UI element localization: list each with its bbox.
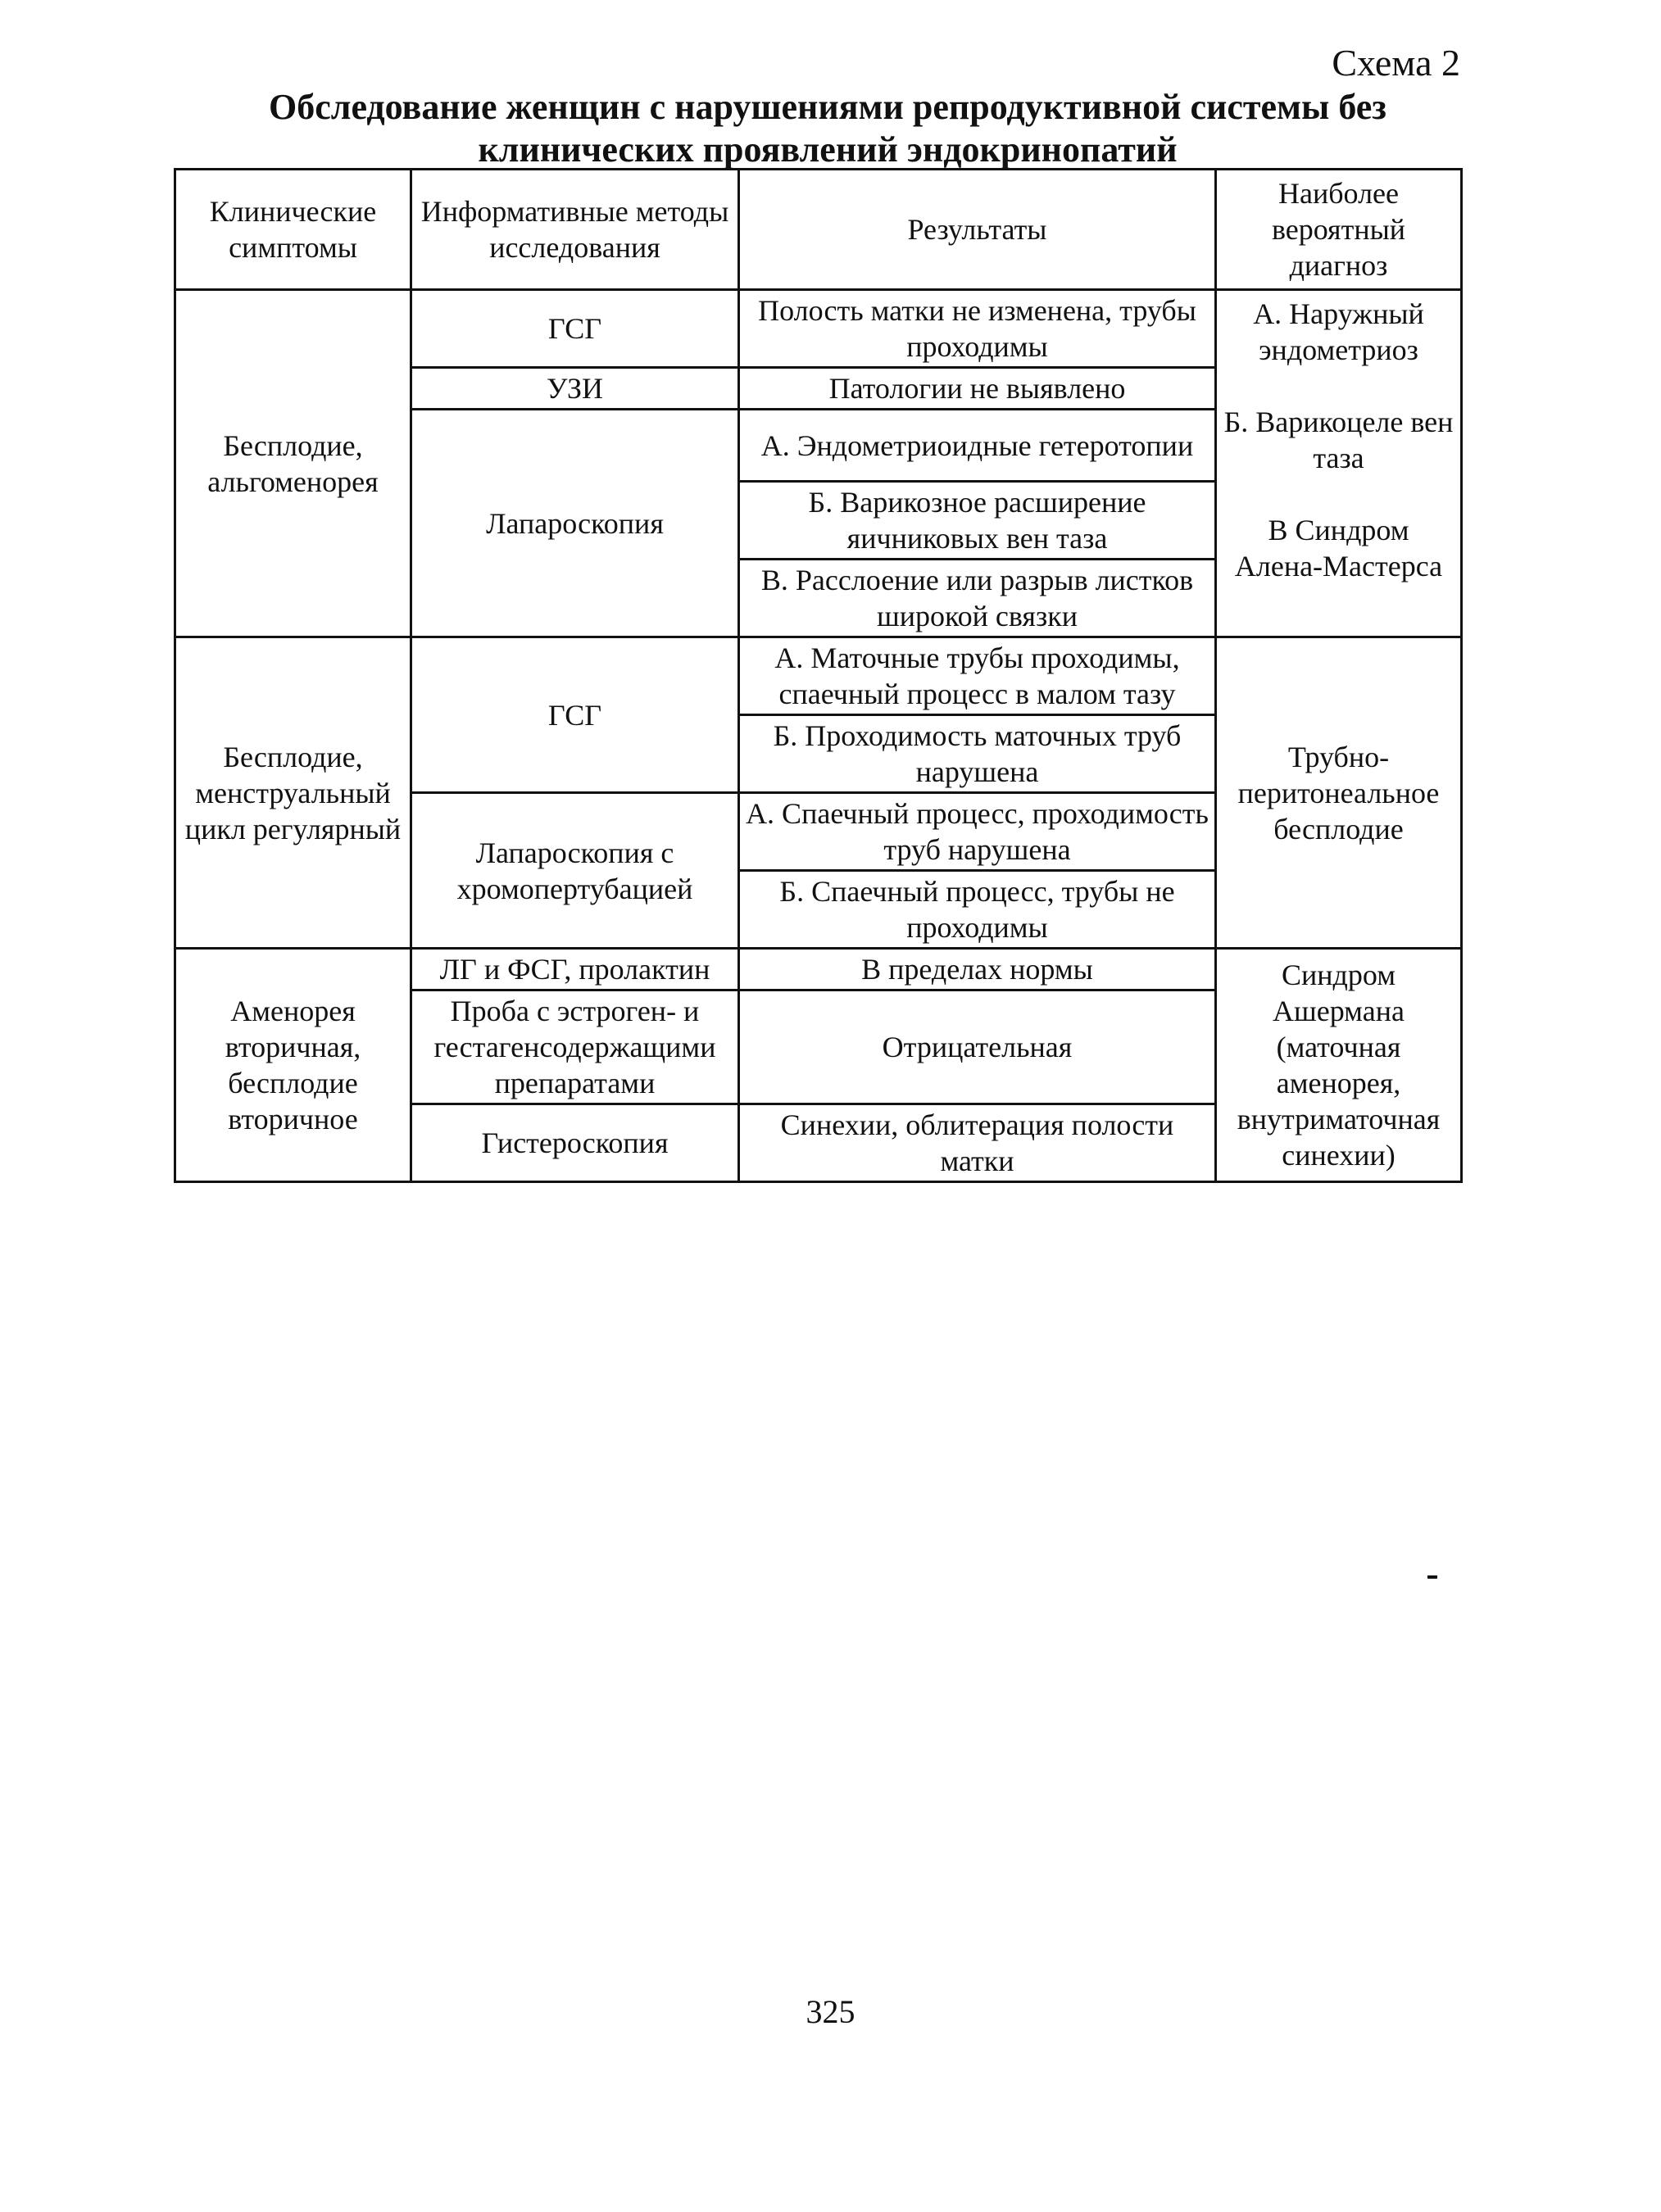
symptom-cell: Бесплодие, менструальный цикл регулярный [175, 637, 411, 949]
title-line-1: Обследование женщин с нарушениями репродуктивной системы без [269, 87, 1386, 127]
table-row [175, 949, 1462, 990]
result-cell: Б. Варикозное расширение яичниковых вен таза [739, 482, 1216, 560]
header-symptoms: Клинические симптомы [175, 170, 411, 290]
page-number: 325 [806, 1993, 855, 2030]
method-cell: Гистероскопия [411, 1104, 739, 1182]
document-title [180, 86, 1475, 171]
method-cell: ЛГ и ФСГ, пролактин [411, 949, 739, 990]
header-diagnosis: Наиболее вероятный диагноз [1216, 170, 1462, 290]
examination-table [174, 168, 1463, 1183]
method-cell: Лапароскопия [411, 410, 739, 637]
result-cell: А. Маточные трубы проходимы, спаечный процесс в малом тазу [739, 637, 1216, 715]
result-cell: Б. Проходимость маточных труб нарушена [739, 715, 1216, 793]
method-cell: ГСГ [411, 290, 739, 368]
title-line-2: клинических проявлений эндокринопатий [478, 129, 1178, 170]
header-results: Результаты [739, 170, 1216, 290]
method-cell: ГСГ [411, 637, 739, 793]
stray-dash-mark [1427, 1575, 1437, 1579]
table-row [175, 637, 1462, 715]
diagnosis-option: А. Наружный эндометриоз [1253, 297, 1424, 366]
result-cell: Синехии, облитерация полости матки [739, 1104, 1216, 1182]
header-methods: Информативные методы исследования [411, 170, 739, 290]
scheme-label: Схема 2 [1332, 42, 1460, 84]
method-cell: УЗИ [411, 368, 739, 410]
table-header-row [175, 170, 1462, 290]
result-cell: Полость матки не изменена, трубы проходимы [739, 290, 1216, 368]
result-cell: В пределах нормы [739, 949, 1216, 990]
result-cell: Отрицательная [739, 990, 1216, 1104]
symptom-cell: Аменорея вторичная, бесплодие вторичное [175, 949, 411, 1182]
result-cell: А. Спаечный процесс, проходимость труб нарушена [739, 793, 1216, 871]
method-cell: Лапароскопия с хромопертубацией [411, 793, 739, 949]
diagnosis-cell [1216, 290, 1462, 637]
diagnosis-option: Б. Варикоцеле вен таза [1223, 406, 1454, 474]
symptom-cell: Бесплодие, альгоменорея [175, 290, 411, 637]
table-row [175, 290, 1462, 368]
diagnosis-cell: Синдром Ашермана (маточная аменорея, внутриматочная синехии) [1216, 949, 1462, 1182]
result-cell: Патологии не выявлено [739, 368, 1216, 410]
method-cell: Проба с эстроген- и гестагенсодержащими препаратами [411, 990, 739, 1104]
diagnosis-option: В Синдром Алена-Мастерса [1234, 514, 1443, 582]
result-cell: В. Расслоение или разрыв листков широкой связки [739, 560, 1216, 637]
result-cell: А. Эндометриоидные гетеротопии [739, 410, 1216, 482]
result-cell: Б. Спаечный процесс, трубы не проходимы [739, 871, 1216, 949]
diagnosis-cell: Трубно-перитонеальное бесплодие [1216, 637, 1462, 949]
